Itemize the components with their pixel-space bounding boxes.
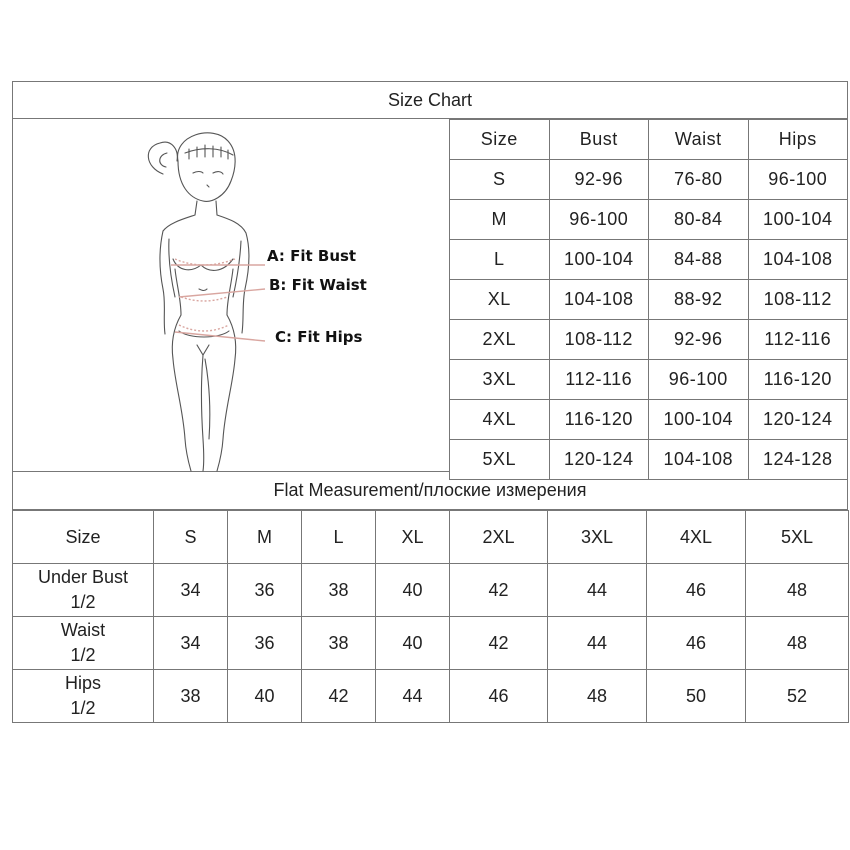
- row-label-text: 1/2: [70, 645, 96, 665]
- row-label-text: 1/2: [70, 698, 96, 718]
- table-cell: 44: [548, 617, 647, 670]
- table-cell: 104-108: [649, 440, 749, 480]
- size-chart-document: [12, 81, 848, 722]
- table-cell: 5XL: [450, 440, 550, 480]
- row-label-text: 1/2: [70, 592, 96, 612]
- flat-table-header-cell: Size: [13, 511, 154, 564]
- row-label-cell: [13, 670, 154, 723]
- table-cell: 46: [647, 564, 746, 617]
- table-cell: 42: [450, 564, 548, 617]
- table-cell: 76-80: [649, 160, 749, 200]
- fit-hips-label: C: Fit Hips: [275, 328, 363, 346]
- table-cell: 88-92: [649, 280, 749, 320]
- fit-bust-label: A: Fit Bust: [267, 247, 357, 265]
- table-cell: 112-116: [748, 320, 848, 360]
- size-table-header-cell: Hips: [748, 120, 848, 160]
- table-cell: 120-124: [549, 440, 649, 480]
- table-row: [13, 617, 849, 670]
- body-figure-cell: [12, 119, 449, 472]
- table-cell: 100-104: [549, 240, 649, 280]
- table-cell: 92-96: [549, 160, 649, 200]
- table-cell: 84-88: [649, 240, 749, 280]
- row-label-text: Under Bust: [37, 567, 129, 587]
- row-label-text: Waist: [60, 620, 106, 640]
- fit-waist-label: B: Fit Waist: [269, 276, 367, 294]
- table-cell: 40: [376, 564, 450, 617]
- flat-table-header-cell: 3XL: [548, 511, 647, 564]
- table-cell: 36: [228, 617, 302, 670]
- table-cell: 50: [647, 670, 746, 723]
- table-cell: 46: [450, 670, 548, 723]
- flat-measurement-title: Flat Measurement/плоские измерения: [12, 472, 848, 510]
- flat-table-header-cell: XL: [376, 511, 450, 564]
- table-cell: 100-104: [649, 400, 749, 440]
- row-label-text: Hips: [64, 673, 101, 693]
- table-cell: S: [450, 160, 550, 200]
- table-cell: 104-108: [748, 240, 848, 280]
- flat-measurement-table: [12, 510, 849, 723]
- row-label-cell: [13, 617, 154, 670]
- flat-table-header-cell: M: [228, 511, 302, 564]
- table-cell: 124-128: [748, 440, 848, 480]
- table-cell: 3XL: [450, 360, 550, 400]
- table-cell: 48: [746, 617, 849, 670]
- table-row: [13, 670, 849, 723]
- table-cell: 40: [228, 670, 302, 723]
- table-cell: 38: [302, 617, 376, 670]
- size-table-header-cell: Size: [450, 120, 550, 160]
- table-cell: 2XL: [450, 320, 550, 360]
- table-cell: 38: [302, 564, 376, 617]
- row-label-cell: [13, 564, 154, 617]
- table-cell: 42: [302, 670, 376, 723]
- table-row: [450, 360, 848, 400]
- size-table-header: [450, 120, 848, 160]
- table-cell: 96-100: [649, 360, 749, 400]
- table-cell: 38: [154, 670, 228, 723]
- table-cell: 92-96: [649, 320, 749, 360]
- body-figure-illustration: [13, 119, 450, 472]
- table-cell: 44: [548, 564, 647, 617]
- table-cell: 40: [376, 617, 450, 670]
- flat-table-header-cell: 5XL: [746, 511, 849, 564]
- table-row: [450, 400, 848, 440]
- table-row: [450, 200, 848, 240]
- table-row: [13, 564, 849, 617]
- size-table-header-cell: Waist: [649, 120, 749, 160]
- table-cell: 120-124: [748, 400, 848, 440]
- table-cell: 108-112: [549, 320, 649, 360]
- table-cell: 42: [450, 617, 548, 670]
- table-cell: 96-100: [549, 200, 649, 240]
- table-row: [450, 160, 848, 200]
- table-cell: 80-84: [649, 200, 749, 240]
- table-cell: M: [450, 200, 550, 240]
- table-cell: 108-112: [748, 280, 848, 320]
- table-cell: 46: [647, 617, 746, 670]
- table-cell: 104-108: [549, 280, 649, 320]
- flat-table-header-cell: 2XL: [450, 511, 548, 564]
- table-cell: 116-120: [549, 400, 649, 440]
- table-cell: 100-104: [748, 200, 848, 240]
- size-table: [449, 119, 848, 480]
- table-cell: L: [450, 240, 550, 280]
- table-cell: XL: [450, 280, 550, 320]
- table-cell: 4XL: [450, 400, 550, 440]
- table-cell: 36: [228, 564, 302, 617]
- table-cell: 112-116: [549, 360, 649, 400]
- flat-table-header: [13, 511, 849, 564]
- table-row: [450, 240, 848, 280]
- table-cell: 34: [154, 617, 228, 670]
- table-row: [450, 280, 848, 320]
- table-cell: 44: [376, 670, 450, 723]
- table-row: [450, 320, 848, 360]
- table-cell: 52: [746, 670, 849, 723]
- size-table-header-cell: Bust: [549, 120, 649, 160]
- flat-table-header-cell: L: [302, 511, 376, 564]
- table-cell: 116-120: [748, 360, 848, 400]
- table-cell: 48: [746, 564, 849, 617]
- flat-table-header-cell: 4XL: [647, 511, 746, 564]
- table-cell: 96-100: [748, 160, 848, 200]
- table-cell: 34: [154, 564, 228, 617]
- flat-table-header-cell: S: [154, 511, 228, 564]
- table-cell: 48: [548, 670, 647, 723]
- size-chart-title: Size Chart: [12, 81, 848, 119]
